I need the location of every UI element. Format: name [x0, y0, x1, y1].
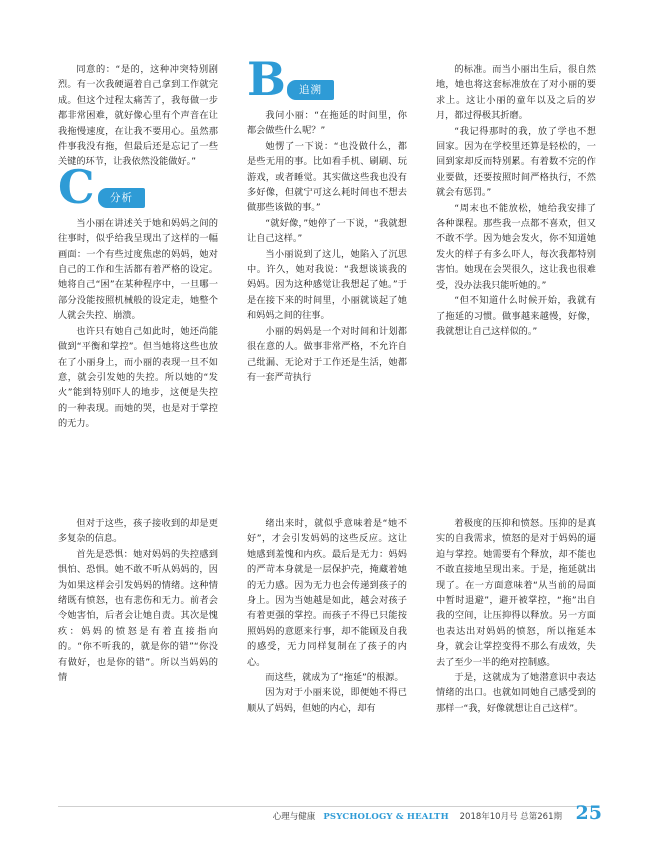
section-heading-analysis	[58, 159, 218, 214]
bottom-columns	[58, 516, 596, 786]
paragraph: 而这些，就成为了“拖延”的根源。	[265, 672, 404, 684]
page-number: 25	[575, 802, 602, 824]
paragraph: 绪出来时，就似乎意味着是“她不好”，才会引发妈妈的这些反应。这让她感到羞愧和内疚。最后是无力：妈妈的严苛本身就是一层保护壳，掩藏着她的无力感。因为无力也会传递到孩子的身上。因为当她越是如此，越会对孩子有着更强的掌控。而孩子不得已只能按照妈妈的意愿来行事，却不能顾及自我的感受，无力同样复制在了孩子的内心。	[247, 518, 407, 668]
paragraph: “周末也不能放松，她给我安排了各种课程。那些我一点都不喜欢，但又不敢不学。因为她会发火，你不知道她发火的样子有多么吓人，每次我都特别害怕。她现在会哭很久，这让我也很难受，没办法我只能听她的。”	[436, 202, 596, 291]
footer-magazine-name-cn: 心理与健康	[272, 812, 316, 822]
paragraph: 因为对于小丽来说，即便她不得已顺从了妈妈，但她的内心，却有	[247, 687, 407, 714]
paragraph: 的标准。而当小丽出生后，很自然地，她也将这套标准放在了对小丽的要求上。这让小丽的童年以及之后的岁月，都过得极其折磨。	[436, 64, 596, 122]
column-right-top	[436, 62, 596, 339]
paragraph: 她愣了一下说：“也没做什么，都是些无用的事。比如看手机、刷刷、玩游戏，或者睡觉。其实做这些我也没有多好像，但就宁可这么耗时间也不想去做那些该做的事。”	[247, 140, 407, 214]
footer-divider	[58, 806, 596, 807]
paragraph: 当小丽在讲述关于她和妈妈之间的往事时，似乎给我呈现出了这样的一幅画面：一个有些过度焦虑的妈妈，她对自己的工作和生活都有着严格的设定。她将自己“困”在某种程序中，一旦哪一部分没能按照机械般的设定走，她整个人就会失控、崩溃。	[58, 217, 218, 322]
paragraph: 小丽的妈妈是一个对时间和计划都很在意的人。做事非常严格，不允许自己纰漏、无论对于工作还是生活，她都有一套严苛执行	[247, 325, 407, 383]
column-middle-top	[247, 52, 407, 385]
paragraph: “就好像，”她停了一下说，“我就想让自己这样。”	[247, 217, 407, 245]
top-columns	[58, 52, 596, 502]
section-heading-trace	[247, 52, 407, 106]
footer-magazine-name-en: PSYCHOLOGY & HEALTH	[323, 812, 449, 822]
paragraph: “但不知道什么时候开始，我就有了拖延的习惯。做事越来越慢，好像，我就想让自己这样似的。”	[436, 295, 596, 337]
section-letter: B	[247, 52, 286, 106]
section-tag-label: 追溯	[287, 80, 334, 100]
column-right-bottom	[436, 516, 596, 716]
column-left-bottom	[58, 516, 218, 685]
paragraph: 当小丽说到了这儿，她陷入了沉思中。许久，她对我说：“我想谈谈我的妈妈。因为这种感觉让我想起了她。”于是在接下来的时间里，小丽就谈起了她和妈妈之间的往事。	[247, 248, 407, 322]
paragraph: 着极度的压抑和愤怒。压抑的是真实的自我需求，愤怒的是对于妈妈的逼迫与掌控。她需要有个释放，却不能也不敢直接地呈现出来。于是，拖延就出现了。在一方面意味着“从当前的局面中暂时退避”，避开被掌控，“拖”出自我的空间，让压抑得以释放。另一方面也表达出对妈妈的愤怒，所以拖延本身，就会让掌控变得不那么有成效，失去了至少一半的绝对控制感。	[436, 518, 596, 668]
footer-issue: 2018年10月号 总第261期	[459, 812, 562, 822]
paragraph: 同意的：“是的，这种冲突特别剧烈。有一次我硬逼着自己拿到工作就完成。但这个过程太痛苦了，我每做一步都非常困难，就好像心里有个声音在让我拖慢速度，在让我不要用心。虽然那件事我没有拖，但最后还是忘记了一些关键的环节，让我依然没能做好。”	[58, 64, 218, 168]
section-letter: C	[58, 159, 95, 214]
paragraph: 首先是恐惧：她对妈妈的失控感到惧怕、恐惧。她不敢不听从妈妈的，因为如果这样会引发妈妈的情绪。这种情绪既有愤怒，也有悲伤和无力。前者会令她害怕，后者会让她自责。其次是愧疚：妈妈的愤怒是有着直接指向的。“你不听我的，就是你的错”“你没有做好，也是你的错”。所以当妈妈的情	[58, 548, 218, 684]
paragraph: “我记得那时的我，放了学也不想回家。因为在学校里还算是轻松的，一回到家却反而特别累。有着数不完的作业要做，还要按照时间严格执行，不然就会有惩罚。”	[436, 125, 596, 199]
section-tag-label: 分析	[98, 188, 145, 208]
paragraph: 但对于这些，孩子接收到的却是更多复杂的信息。	[58, 518, 218, 545]
paragraph: 也许只有她自己如此时，她还尚能做到“平衡和掌控”。但当她将这些也放在了小丽身上，而小丽的表现一旦不如意，就会引发她的失控。所以她的“发火”能到特别吓人的地步，这便是失控的一种表现。而她的哭，也是对于掌控的无力。	[58, 325, 218, 430]
column-left-top	[58, 62, 218, 432]
column-middle-bottom	[247, 516, 407, 716]
footer-info	[273, 810, 562, 822]
page-footer	[0, 802, 650, 830]
paragraph: 我问小丽：“在拖延的时间里，你都会做些什么呢？”	[247, 110, 407, 137]
paragraph: 于是，这就成为了她潜意识中表达情绪的出口。也就如同她自己感受到的那样一“我，好像就想让自己这样”。	[436, 672, 596, 714]
